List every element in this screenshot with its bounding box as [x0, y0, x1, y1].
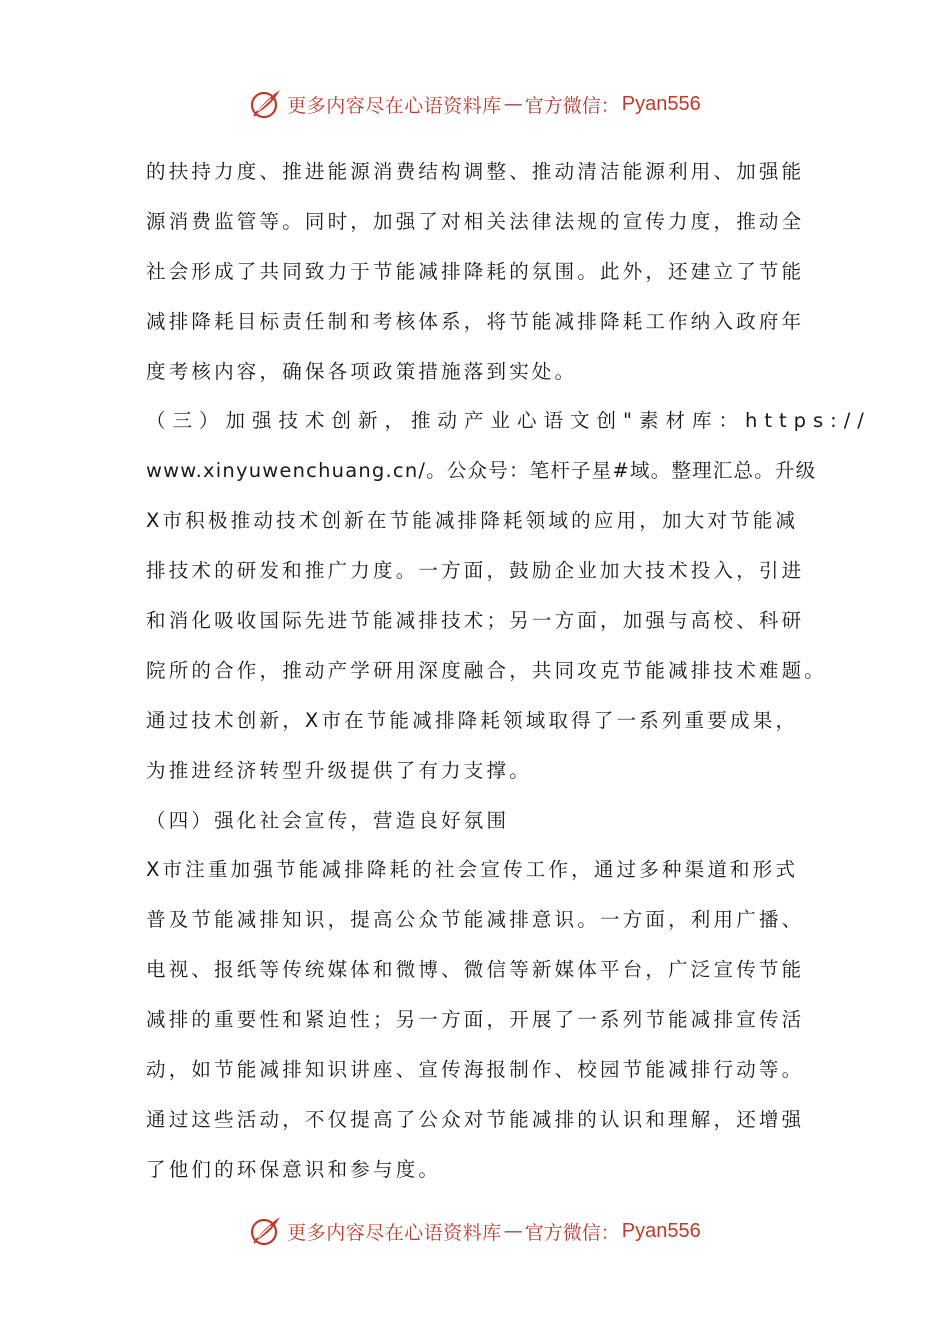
text-line: 减排的重要性和紧迫性；另一方面，开展了一系列节能减排宣传活	[146, 1008, 805, 1032]
text-line: 电视、报纸等传统媒体和微博、微信等新媒体平台，广泛宣传节能	[146, 958, 805, 982]
text-line: 院所的合作，推动产学研用深度融合，共同攻克节能减排技术难题。	[146, 658, 828, 682]
wechat-id: Pyan556	[621, 92, 701, 115]
quill-logo-icon	[249, 1214, 283, 1248]
quill-logo-icon	[249, 87, 283, 121]
text-line: 的扶持力度、推进能源消费结构调整、推动清洁能源利用、加强能	[146, 160, 805, 183]
header-banner	[0, 84, 950, 124]
wechat-label: 官方微信：	[524, 94, 620, 117]
banner-separator: —	[503, 1220, 523, 1242]
banner-text: 更多内容尽在心语资料库	[287, 1221, 502, 1244]
text-line: 了他们的环保意识和参与度。	[146, 1157, 442, 1181]
text-line: 度考核内容，确保各项政策措施落到实处。	[146, 359, 578, 383]
text-line: 排技术的研发和推广力度。一方面，鼓励企业加大技术投入，引进	[146, 559, 805, 583]
text-line: 通过这些活动，不仅提高了公众对节能减排的认识和理解，还增强	[146, 1107, 805, 1131]
banner-text: 更多内容尽在心语资料库	[287, 94, 502, 117]
text-line: 为推进经济转型升级提供了有力支撑。	[146, 758, 532, 782]
text-line: 普及节能减排知识，提高公众节能减排意识。一方面，利用广播、	[146, 908, 805, 932]
document-body	[146, 147, 871, 1195]
section-heading-3: （三）加强技术创新，推动产业心语文创"素材库：https://	[146, 409, 871, 433]
footer-banner	[0, 1211, 950, 1251]
text-line: X市积极推动技术创新在节能减排降耗领域的应用，加大对节能减	[146, 509, 799, 533]
text-line: 源消费监管等。同时，加强了对相关法律法规的宣传力度，推动全	[146, 209, 805, 233]
text-line: 社会形成了共同致力于节能减排降耗的氛围。此外，还建立了节能	[146, 259, 805, 283]
text-line: 动，如节能减排知识讲座、宣传海报制作、校园节能减排行动等。	[146, 1058, 805, 1082]
text-line: www.xinyuwenchuang.cn/。公众号：笔杆子星#域。整理汇总。升级	[146, 459, 817, 483]
text-line: 减排降耗目标责任制和考核体系，将节能减排降耗工作纳入政府年	[146, 309, 805, 333]
wechat-id: Pyan556	[621, 1219, 701, 1242]
section-heading-4: （四）强化社会宣传，营造良好氛围	[146, 808, 510, 832]
banner-separator: —	[503, 93, 523, 115]
wechat-label: 官方微信：	[524, 1221, 620, 1244]
text-line: X市注重加强节能减排降耗的社会宣传工作，通过多种渠道和形式	[146, 858, 799, 882]
text-line: 和消化吸收国际先进节能减排技术；另一方面，加强与高校、科研	[146, 609, 805, 633]
text-line: 通过技术创新，X市在节能减排降耗领域取得了一系列重要成果，	[146, 708, 799, 732]
